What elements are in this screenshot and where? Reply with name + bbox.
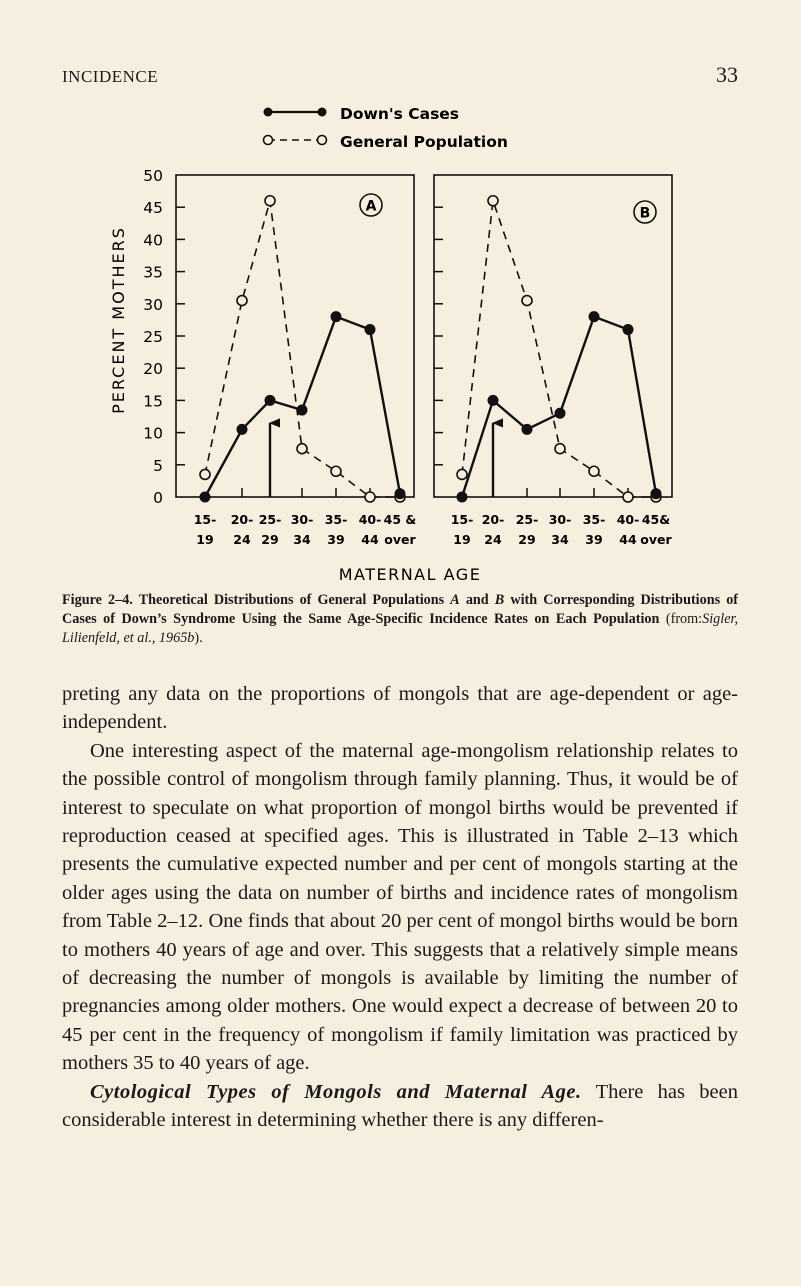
y-tick-labels	[143, 167, 163, 507]
downs-cases-point	[488, 395, 499, 406]
x-tick-label: 24	[484, 532, 502, 547]
paragraph-2: One interesting aspect of the maternal age-mongolism relationship relates to the possible control of mongolism through family planning. Thus, it would be of interest to speculate on what proportion of mongol births would be prevented if reproduction ceased at specified ages. This is illustrated in Table 2–13 which presents the cumulative expected number and per cent of mongols starting at the older ages using the data on number of births and incidence rates of mongolism from Table 2–12. One finds that about 20 per cent of mongol births would be born to mothers 40 years of age and over. This suggests that a relatively simple means of decreasing the number of mongols is available by limiting the number of pregnancies among older mothers. One would expect a decrease of between 20 to 45 per cent in the frequency of mongolism if family limitation was practiced by mothers 35 to 40 years of age.	[62, 739, 738, 1075]
x-tick-label: 15-	[450, 512, 474, 527]
paragraph-1: preting any data on the proportions of mongols that are age-dependent or age-independent.	[62, 683, 738, 734]
svg-text:B: B	[639, 205, 651, 222]
panel-b	[434, 175, 673, 547]
figure-2-4	[0, 90, 801, 590]
x-tick-label: 29	[261, 532, 279, 547]
downs-cases-point	[589, 311, 600, 322]
caption-source-close: ).	[194, 630, 203, 646]
running-head-title: INCIDENCE	[62, 67, 159, 86]
x-tick-label: 30-	[290, 512, 314, 527]
x-tick-label: 39	[327, 532, 345, 547]
y-axis-label: PERCENT MOTHERS	[109, 226, 128, 414]
x-tick-label: over	[640, 532, 672, 547]
y-tick-label: 40	[143, 231, 163, 250]
y-tick-label: 35	[143, 263, 163, 282]
legend-open-marker	[264, 136, 273, 145]
downs-cases-point	[365, 324, 376, 335]
paragraph-3-text: There has been considerable interest in determining whether there is any differen-	[62, 1080, 738, 1132]
figure-caption	[62, 591, 738, 648]
x-tick-label: 30-	[548, 512, 572, 527]
panel-b-frame	[434, 175, 672, 497]
legend-label-downs: Down's Cases	[340, 105, 460, 123]
caption-pop-a: A	[450, 592, 460, 608]
caption-text-after: with Corresponding Distributions of Cases of Down’s Syndrome Using the Same Age-Specific Incidence Rates on Each Population	[62, 592, 739, 627]
svg-text:A: A	[365, 198, 377, 215]
general-population-point	[555, 444, 565, 454]
y-tick-label: 30	[143, 295, 163, 314]
x-tick-label: 40-	[616, 512, 640, 527]
downs-cases-point	[200, 492, 211, 503]
caption-source-authors: Sigler, Lilienfeld, et al., 1965b	[62, 611, 738, 646]
x-tick-label: 19	[196, 532, 214, 547]
caption-and: and	[465, 592, 489, 608]
y-tick-label: 20	[143, 360, 163, 379]
panel-b-label	[634, 201, 656, 223]
general-population-point	[589, 466, 599, 476]
downs-cases-point	[237, 424, 248, 435]
downs-cases-point	[297, 405, 308, 416]
downs-cases-point	[651, 488, 662, 499]
x-tick-label: over	[384, 532, 416, 547]
x-tick-label: 44	[619, 532, 637, 547]
body-text	[62, 680, 738, 1135]
downs-cases-line	[462, 317, 656, 497]
general-population-point	[331, 466, 341, 476]
legend-filled-marker	[264, 108, 273, 117]
panel-a-frame	[176, 175, 414, 497]
y-tick-label: 50	[143, 167, 163, 185]
general-population-point	[623, 492, 633, 502]
general-population-point	[365, 492, 375, 502]
x-tick-label: 20-	[481, 512, 505, 527]
x-tick-label: 25-	[258, 512, 282, 527]
x-axis-label: MATERNAL AGE	[338, 565, 482, 584]
x-tick-label: 20-	[230, 512, 254, 527]
general-population-point	[200, 469, 210, 479]
legend-label-general: General Population	[340, 133, 508, 151]
y-tick-label: 10	[143, 424, 163, 443]
x-tick-label: 45 &	[383, 512, 417, 527]
x-tick-label: 35-	[324, 512, 348, 527]
section-run-in-heading: Cytological Types of Mongols and Maternal Age.	[90, 1080, 582, 1103]
x-tick-label: 29	[518, 532, 536, 547]
downs-cases-point	[555, 408, 566, 419]
x-tick-label: 35-	[582, 512, 606, 527]
x-tick-label: 24	[233, 532, 251, 547]
downs-cases-point	[457, 492, 468, 503]
general-population-point	[488, 196, 498, 206]
y-tick-label: 45	[143, 199, 163, 218]
caption-label: Figure 2–4.	[62, 592, 133, 608]
running-head	[62, 62, 738, 88]
x-tick-label: 44	[361, 532, 379, 547]
general-population-point	[237, 296, 247, 306]
general-population-point	[265, 196, 275, 206]
general-population-point	[297, 444, 307, 454]
panel-a	[176, 175, 417, 547]
x-tick-label: 40-	[358, 512, 382, 527]
page-number: 33	[716, 62, 738, 87]
y-tick-label: 0	[153, 489, 163, 507]
panel-a-label	[360, 194, 382, 216]
x-tick-label: 25-	[515, 512, 539, 527]
downs-cases-point	[522, 424, 533, 435]
x-tick-label: 34	[551, 532, 569, 547]
y-tick-label: 5	[153, 456, 163, 475]
y-tick-label: 25	[143, 328, 163, 346]
caption-text-before: Theoretical Distributions of General Populations	[138, 592, 445, 608]
x-tick-label: 34	[293, 532, 311, 547]
paragraph-3	[62, 1078, 738, 1135]
caption-source-open: (from:	[665, 611, 703, 627]
legend	[264, 105, 508, 151]
x-tick-label: 15-	[193, 512, 217, 527]
downs-cases-point	[395, 488, 406, 499]
y-tick-label: 15	[143, 392, 163, 411]
x-tick-label: 19	[453, 532, 471, 547]
caption-pop-b: B	[494, 592, 505, 608]
x-tick-label: 45&	[641, 512, 671, 527]
general-population-point	[522, 296, 532, 306]
downs-cases-point	[623, 324, 634, 335]
x-tick-label: 39	[585, 532, 603, 547]
downs-cases-point	[331, 311, 342, 322]
general-population-point	[457, 469, 467, 479]
downs-cases-point	[265, 395, 276, 406]
